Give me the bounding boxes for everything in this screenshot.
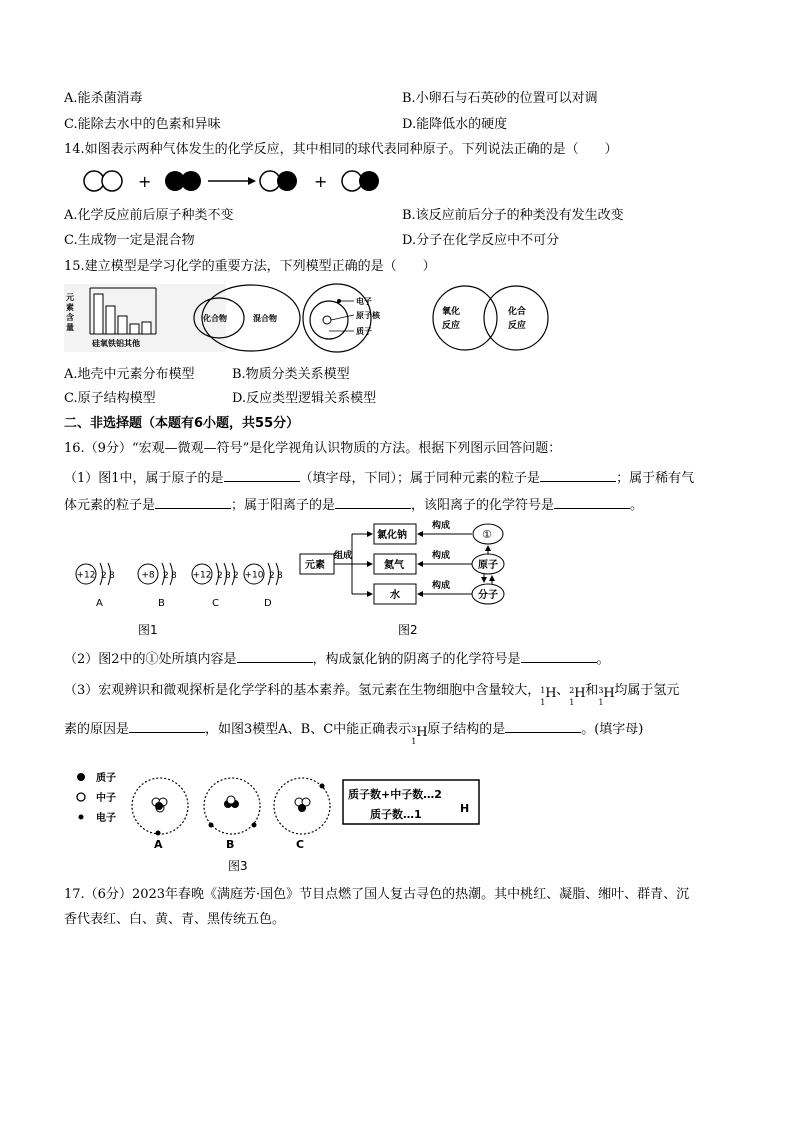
q16-part1-line2: 体元素的粒子是 ；属于阳离子的是 ，该阳离子的化学符号是 。 [64,494,643,515]
svg-text:元素: 元素 [305,560,325,571]
shell-electron-count: 2 [217,571,223,581]
label-combination: 化合 [508,307,527,317]
section-title: 二、非选择题（本题有6小题，共55分） [64,416,300,431]
label-constitute: 构成 [432,521,451,531]
q15-stem: 15.建立模型是学习化学的重要方法，下列模型正确的是（ ） [64,259,436,274]
chart-xlabels: 硅氧铁铝其他 [92,339,140,348]
nucleus-charge: +12 [192,570,212,581]
legend-electron: 电子 [96,813,116,824]
label-compound: 化合物 [203,314,227,323]
shell-electron-count: 8 [225,571,231,581]
hydrogen-isotope-box [343,780,479,824]
svg-text:分子: 分子 [478,590,498,601]
legend [77,771,116,824]
molecule-white-white [84,171,122,191]
legend-neutron: 中子 [96,793,116,804]
shell-electron-count: 8 [277,571,283,581]
answer-blank[interactable] [129,718,205,733]
q16-part3-line1: （3）宏观辨识和微观探析是化学学科的基本素养。氢元素在生物细胞中含量较大， 1 1 H 、 2 1 H 和 3 1 H 均属于氢元 [64,683,680,707]
model-c [274,778,330,851]
bar-硅 [94,294,103,334]
plus-sign: + [138,172,152,191]
label-oxidation: 氧化 [442,307,461,317]
q16-stem: 16.（9分）“宏观—微观—符号”是化学视角认识物质的方法。根据下列图示回答问题： [64,441,562,456]
nucleus-charge: +8 [141,570,155,581]
figure3-caption: 图3 [228,859,248,873]
answer-blank[interactable] [155,494,231,509]
q14-reaction-diagram [80,166,400,196]
q15-option-b: B.物质分类关系模型 [232,367,350,382]
model-a [132,778,188,851]
figure1-caption: 图1 [138,623,158,637]
q14-stem: 14.如图表示两种气体发生的化学反应，其中相同的球代表同种原子。下列说法正确的是（ ） [64,142,618,157]
plus-sign: + [314,172,328,191]
particle-label: B [158,598,165,609]
atom-structure-model [303,284,381,352]
q16-part2: （2）图2中的①处所填内容是 ，构成氯化钠的阴离子的化学符号是 。 [64,648,610,669]
chart-ylabel-0: 元 [66,293,74,302]
q14-option-d: D.分子在化学反应中不可分 [402,233,560,248]
option-b: B.小卵石与石英砂的位置可以对调 [402,91,598,106]
svg-text:水: 水 [390,590,400,601]
particle-label: A [96,598,103,609]
nucleus-charge: +10 [244,570,264,581]
q15-option-d: D.反应类型逻辑关系模型 [232,391,377,406]
answer-blank[interactable] [554,494,630,509]
label-compose: 组成 [334,551,353,561]
model-b [204,778,260,851]
label-mixture: 混合物 [253,314,277,323]
particle-label: D [264,598,272,609]
q16-part1-line1: （1）图1中，属于原子的是 （填字母，下同）；属于同种元素的粒子是 ；属于稀有气 [64,467,694,488]
bar-铝 [130,324,139,334]
nucleus-charge: +12 [76,570,96,581]
isotope-h1: 1 1 H [540,685,557,707]
bar-氧 [106,306,115,334]
shell-electron-count: 2 [101,571,107,581]
figure2-caption: 图2 [398,623,418,637]
q16-figure-1 [70,552,290,638]
q15-option-c: C.原子结构模型 [64,391,156,406]
option-d: D.能降低水的硬度 [402,117,508,132]
svg-text:氦气: 氦气 [384,560,404,571]
model-label: C [296,838,305,851]
q16-figure-2 [296,514,516,640]
chart-ylabel-2: 含 [66,313,74,322]
answer-blank[interactable] [521,648,597,663]
label-electron: 电子 [356,297,372,306]
label-constitute: 构成 [432,581,451,591]
shell-electron-count: 2 [269,571,275,581]
isotope-h2: 2 1 H [569,685,586,707]
option-c: C.能除去水中的色素和异味 [64,117,221,132]
isotope-h3: 3 1 H [598,685,615,707]
q16-figure-3 [70,766,490,876]
particle-label: C [212,598,219,609]
answer-blank[interactable] [505,718,581,733]
answer-blank[interactable] [335,494,411,509]
label-proton: 质子 [356,327,372,336]
label-reaction-right: 反应 [508,321,527,331]
box-line2: 质子数…1 [370,808,422,821]
reaction-arrow-icon [208,177,256,185]
bar-铁 [118,316,127,334]
model-label: A [154,838,163,851]
answer-blank[interactable] [540,467,616,482]
particle-A [76,563,115,609]
q14-option-a: A.化学反应前后原子种类不变 [64,208,234,223]
q14-option-b: B.该反应前后分子的种类没有发生改变 [402,208,624,223]
molecule-white-black [260,171,297,191]
q16-part3-line2: 素的原因是 ，如图3模型A、B、C中能正确表示 3 1 H 原子结构的是 。(填字母) [64,718,643,741]
shell-electron-count: 2 [233,571,239,581]
option-a: A.能杀菌消毒 [64,91,143,106]
particle-D [244,563,283,609]
bar-其他 [142,322,151,334]
particle-C [192,563,239,609]
shell-electron-count: 8 [171,571,177,581]
q14-option-c: C.生成物一定是混合物 [64,233,195,248]
isotope-h3: 3 1 H [411,724,428,746]
answer-blank[interactable] [237,648,313,663]
shell-electron-count: 8 [109,571,115,581]
svg-text:①: ① [482,528,492,541]
chart-ylabel-3: 量 [66,323,74,332]
answer-blank[interactable] [224,467,300,482]
q15-option-a: A.地壳中元素分布模型 [64,367,195,382]
q15-models [64,282,554,358]
molecule-white-black [342,171,379,191]
shell-electron-count: 2 [163,571,169,581]
particle-B [138,563,177,609]
q17-line2: 香代表红、白、黄、青、黑传统五色。 [64,912,286,927]
label-reaction-left: 反应 [442,321,461,331]
reaction-type-venn [433,286,548,350]
box-symbol: H [460,802,470,815]
box-line1: 质子数+中子数…2 [348,788,442,801]
model-label: B [226,838,235,851]
svg-text:原子: 原子 [478,560,498,571]
svg-text:氯化钠: 氯化钠 [377,530,407,541]
chart-ylabel-1: 素 [66,303,74,312]
label-nucleus: 原子核 [356,311,380,320]
label-constitute: 构成 [432,551,451,561]
q17-line1: 17.（6分）2023年春晚《满庭芳·国色》节目点燃了国人复古寻色的热潮。其中桃红、凝脂、缃叶、群青、沉 [64,887,690,902]
legend-proton: 质子 [96,773,116,784]
molecule-black-black [165,171,201,191]
